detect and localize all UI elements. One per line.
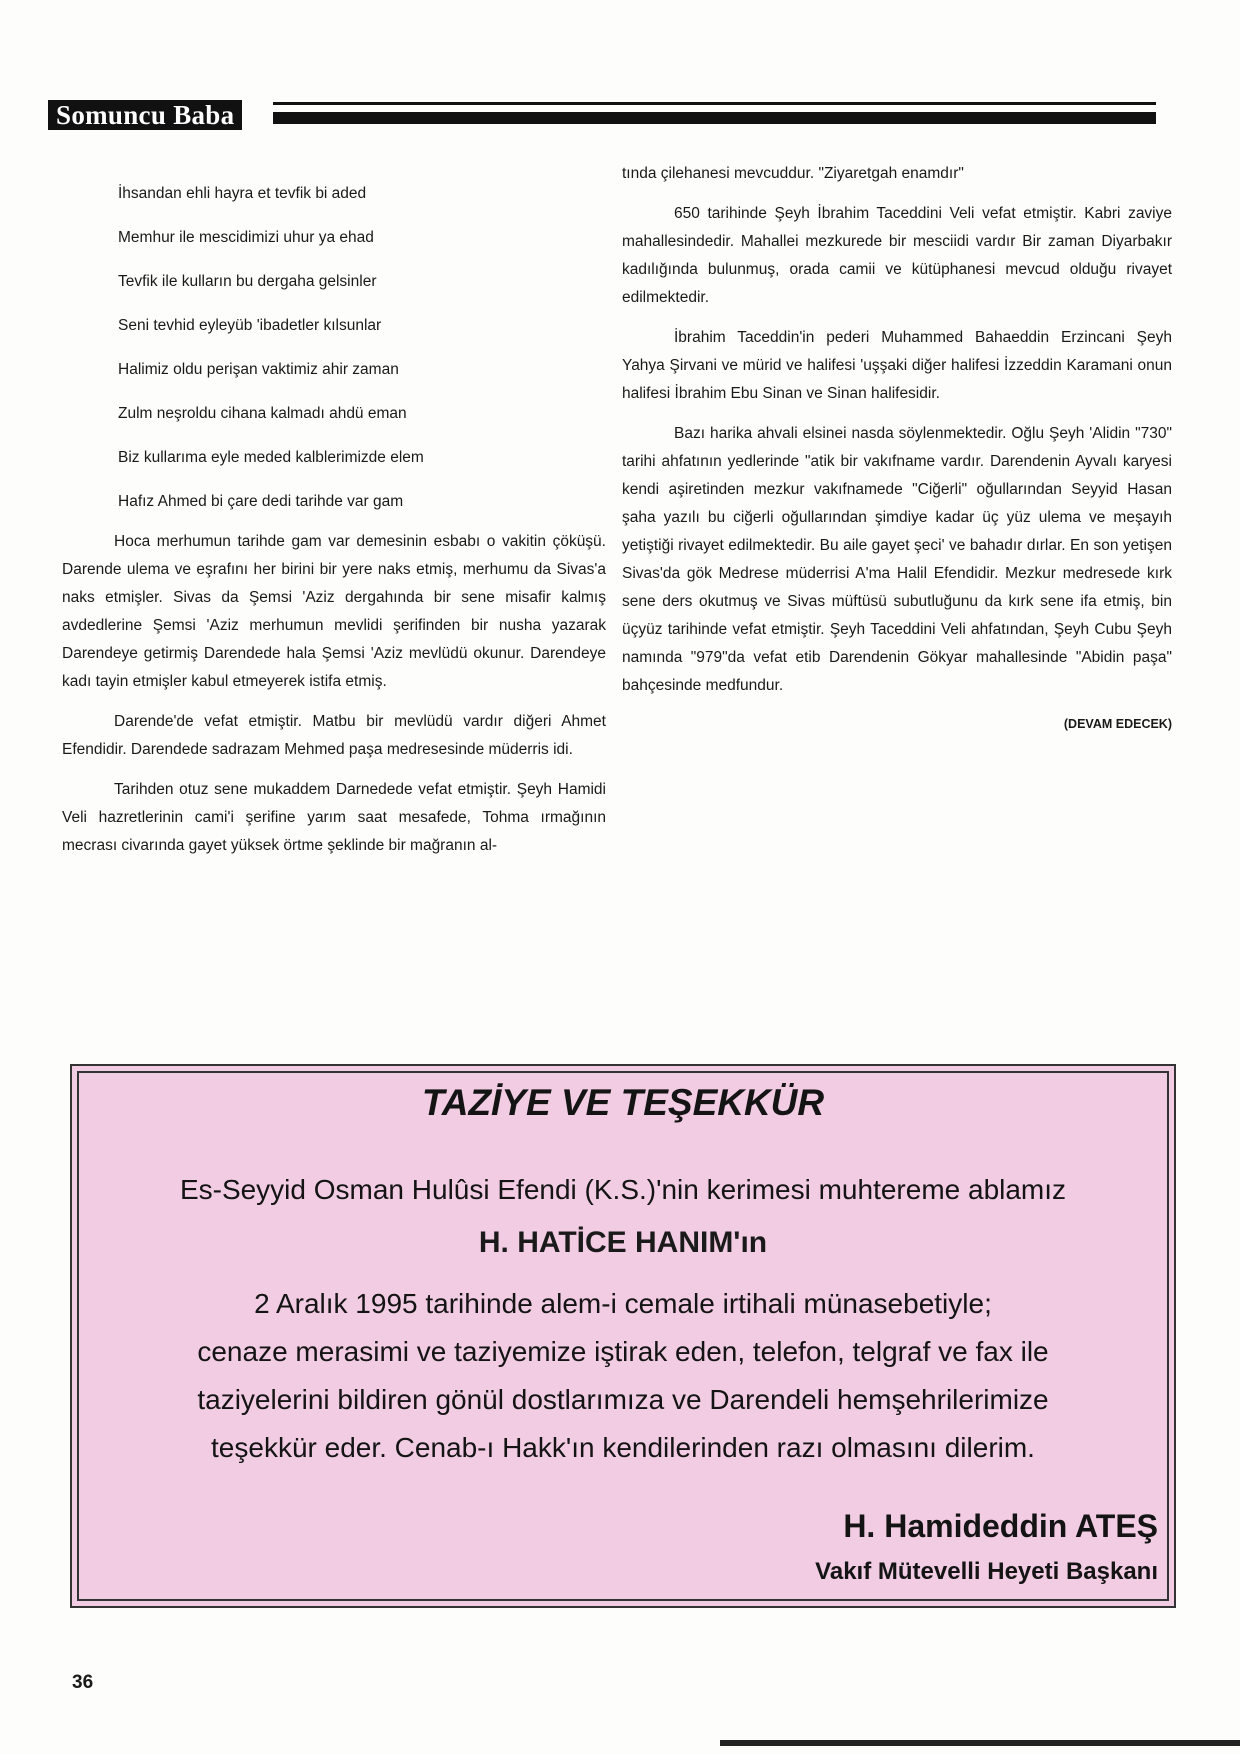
magazine-header <box>48 92 1156 132</box>
poem-line: Halimiz oldu perişan vaktimiz ahir zaman <box>118 361 399 378</box>
condolence-notice <box>70 1064 1176 1608</box>
notice-title: TAZİYE VE TEŞEKKÜR <box>421 1082 825 1123</box>
header-rule-thin <box>273 102 1156 105</box>
poem-line: Biz kullarıma eyle meded kalblerimizde elem <box>118 449 424 466</box>
poem <box>62 172 606 524</box>
signer-title: Vakıf Mütevelli Heyeti Başkanı <box>815 1558 1158 1585</box>
notice-body-line: teşekkür eder. Cenab-ı Hakk'ın kendilerinden razı olmasını dilerim. <box>211 1432 1035 1463</box>
poem-line: Hafız Ahmed bi çare dedi tarihde var gam <box>118 493 404 510</box>
to-be-continued: (DEVAM EDECEK) <box>1063 717 1172 731</box>
poem-line: Seni tevhid eyleyüb 'ibadetler kılsunlar <box>118 317 382 334</box>
notice-intro: Es-Seyyid Osman Hulûsi Efendi (K.S.)'nin kerimesi muhtereme ablamız <box>179 1174 1067 1205</box>
poem-line: Zulm neşroldu cihana kalmadı ahdü eman <box>118 405 407 422</box>
paragraph: İbrahim Taceddin'in pederi Muhammed Bahaeddin Erzincani Şeyh Yahya Şirvani ve mürid ve halifesi 'uşşaki diğer halifesi İzzeddin Karamani onun halifesi İbrahim Ebu Sinan ve Sinan halifesidir. <box>622 329 1172 402</box>
paragraph-continuation: tında çilehanesi mevcuddur. "Ziyaretgah enamdır" <box>622 165 964 182</box>
notice-body-line: 2 Aralık 1995 tarihinde alem-i cemale irtihali münasebetiyle; <box>254 1288 992 1319</box>
paragraph: Tarihden otuz sene mukaddem Darnedede vefat etmiştir. Şeyh Hamidi Veli hazretlerinin cami'i şerifine yarım saat mesafede, Tohma ırmağının mecrası civarında gayet yüksek örtme şeklinde bir mağranın al- <box>62 781 606 854</box>
header-rule-thick <box>273 112 1156 124</box>
signer-name: H. Hamideddin ATEŞ <box>843 1508 1158 1544</box>
left-column <box>62 172 606 860</box>
paragraph: Hoca merhumun tarihde gam var demesinin esbabı o vakitin çöküşü. Darende ulema ve eşrafını her birini bir yere naks etmiş, merhumu da Sivas'a naks etmişler. Sivas da Şemsi 'Aziz dergahında bir sene misafir kalmış avdedlerine Şemsi 'Aziz merhumun mevlidi şerifinden bir nusha yazarak Darendeye getirmiş Darendede hala Şemsi 'Aziz mevlüdü okunur. Darendeye kadı tayin etmişler kabul etmeyerek istifa etmiş. <box>62 533 606 690</box>
poem-line: Tevfik ile kulların bu dergaha gelsinler <box>118 273 377 290</box>
magazine-title: Somuncu Baba <box>48 100 242 130</box>
paragraph: 650 tarihinde Şeyh İbrahim Taceddini Veli vefat etmiştir. Kabri zaviye mahallesindedir. Mahallei mezkurede bir mesciidi vardır Bir zaman Diyarbakır kadılığında bulunmuş, orada camii ve kütüphanesi mevcud olduğu rivayet edilmektedir. <box>622 205 1172 306</box>
page-number: 36 <box>72 1672 94 1693</box>
right-column <box>622 160 1172 738</box>
notice-body-line: cenaze merasimi ve taziyemize iştirak eden, telefon, telgraf ve fax ile <box>197 1336 1049 1367</box>
bottom-rule <box>720 1740 1240 1746</box>
paragraph: Bazı harika ahvali elsinei nasda söylenmektedir. Oğlu Şeyh 'Alidin "730" tarihi ahfatının yedlerinde "atik bir vakıfname vardır. Darendenin Ayvalı karyesi kendi aşiretinden mezkur vakıfnamede "Ciğerli" oğullarından Seyyid Hasan şaha yazılı bu ciğerli oğullarından şimdiye kadar üç yüz ulema ve meşayıh yetiştiği rivayet edilmektedir. Bu aile gayet şeci' ve bahadır dırlar. En son yetişen Sivas'da gök Medrese müderrisi A'ma Halil Efendidir. Mezkur medresede kırk sene ders okutmuş ve Sivas müftüsü subutluğunu da kırk sene ifa etmiş, bin üçyüz tarihinde vefat etmiştir. Şeyh Taceddini Veli ahfatından, Şeyh Cubu Şeyh namında "979"da vefat etib Darendenin Gökyar mahallesinde "Abidin paşa" bahçesinde medfundur. <box>622 425 1172 694</box>
deceased-name: H. HATİCE HANIM'ın <box>478 1226 768 1259</box>
poem-line: Memhur ile mescidimizi uhur ya ehad <box>118 229 374 246</box>
paragraph: Darende'de vefat etmiştir. Matbu bir mevlüdü vardır diğeri Ahmet Efendidir. Darendede sadrazam Mehmed paşa medresesinde müderris idi. <box>62 713 606 758</box>
poem-line: İhsandan ehli hayra et tevfik bi aded <box>118 185 367 202</box>
notice-body-line: taziyelerini bildiren gönül dostlarımıza ve Darendeli hemşehrilerimize <box>197 1384 1049 1415</box>
